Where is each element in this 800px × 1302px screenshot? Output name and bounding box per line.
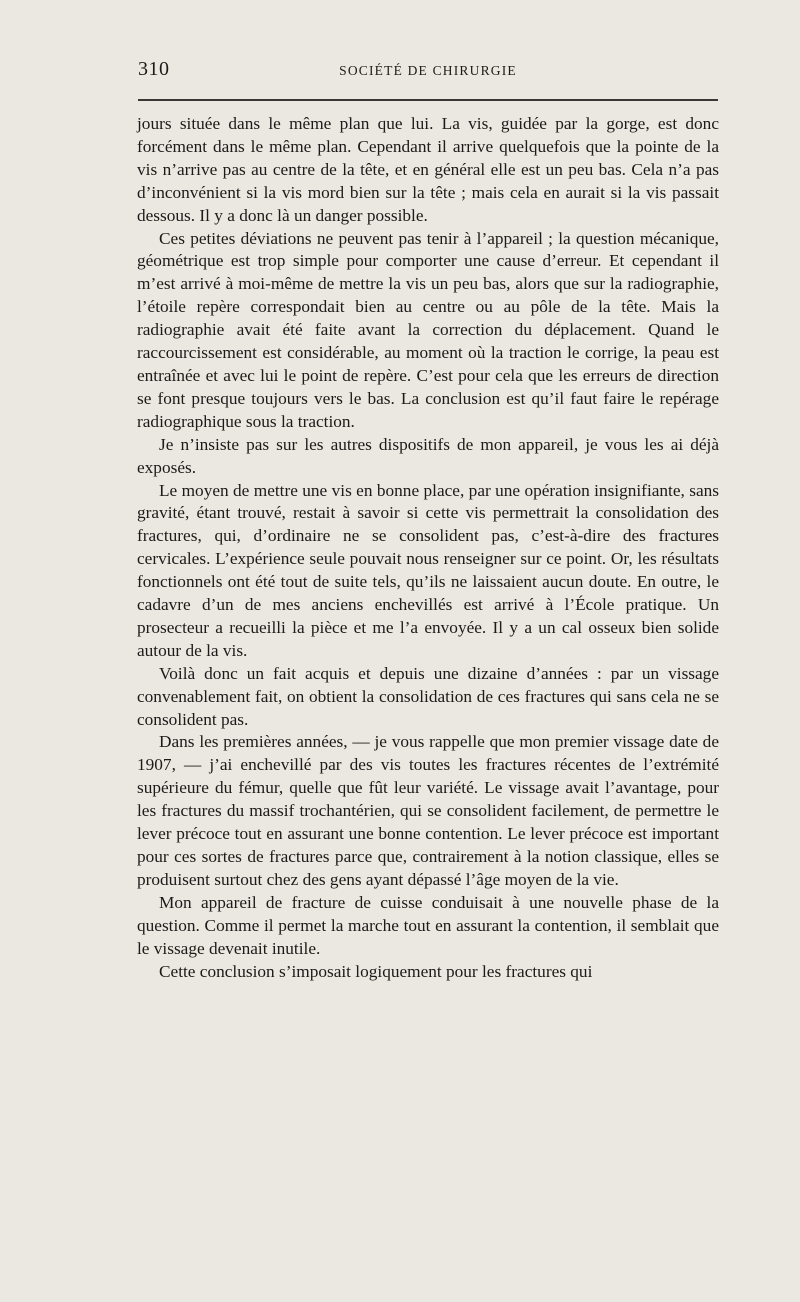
paragraph: Ces petites déviations ne peuvent pas tenir à l’appareil ; la question mécanique, géométrique est trop simple pour comporter une cause d’erreur. Et cependant il m’est arrivé à moi-même de mettre la vis un peu bas, alors que sur la radiographie, l’étoile repère correspondait bien au centre ou au pôle de la tête. Mais la radiographie avait été faite avant la correction du déplacement. Quand le raccourcissement est considérable, au moment où la traction le corrige, la peau est entraînée et avec lui le point de repère. C’est pour cela que les erreurs de direction se font presque toujours vers le bas. La conclusion est qu’il faut faire le repérage radiographique sous la traction. [137, 228, 719, 431]
paragraph: Le moyen de mettre une vis en bonne place, par une opération insignifiante, sans gravité, étant trouvé, restait à savoir si cette vis permettrait la consolidation des fractures, qui, d’ordinaire ne se consolident pas, c’est-à-dire des fractures cervicales. L’expérience seule pouvait nous renseigner sur ce point. Or, les résultats fonctionnels ont été tout de suite tels, qu’ils ne laissaient aucun doute. En outre, le cadavre d’un de mes anciens enchevillés est arrivé à l’École pratique. Un prosecteur a recueilli la pièce et me l’a envoyée. Il y a un cal osseux bien solide autour de la vis. [137, 480, 719, 660]
paragraph: Je n’insiste pas sur les autres dispositifs de mon appareil, je vous les ai déjà exposés. [137, 434, 719, 477]
paragraph-continued: jours située dans le même plan que lui. La vis, guidée par la gorge, est donc forcément dans le même plan. Cependant il arrive quelquefois que la pointe de la vis n’arrive pas au centre de la tête, et en général elle est un peu bas. Cela n’a pas d’inconvénient si la vis mord bien sur la tête ; mais cela en aurait si la vis passait dessous. Il y a donc là un danger possible. [137, 114, 719, 225]
paragraph: Dans les premières années, — je vous rappelle que mon premier vissage date de 1907, — j’ai enchevillé par des vis toutes les fractures récentes de l’extrémité supérieure du fémur, quelle que fût leur variété. Le vissage avait l’avantage, pour les fractures du massif trochantérien, qui se consolident facilement, de permettre le lever précoce tout en assurant une bonne contention. Le lever précoce est important pour ces sortes de fractures parce que, contrairement à la notion classique, elles se produisent surtout chez des gens ayant dépassé l’âge moyen de la vie. [137, 732, 719, 889]
header-rule [138, 99, 718, 101]
body-text [137, 113, 719, 983]
paragraph: Cette conclusion s’imposait logiquement pour les fractures qui [159, 961, 593, 981]
running-title: SOCIÉTÉ DE CHIRURGIE [339, 63, 517, 78]
paragraph: Voilà donc un fait acquis et depuis une dizaine d’années : par un vissage convenablement fait, on obtient la consolidation de ces fractures qui sans cela ne se consolident pas. [137, 663, 719, 729]
page-header [138, 58, 718, 88]
page-number: 310 [138, 58, 170, 80]
paragraph: Mon appareil de fracture de cuisse conduisait à une nouvelle phase de la question. Comme il permet la marche tout en assurant la contention, il semblait que le vissage devenait inutile. [137, 892, 719, 958]
